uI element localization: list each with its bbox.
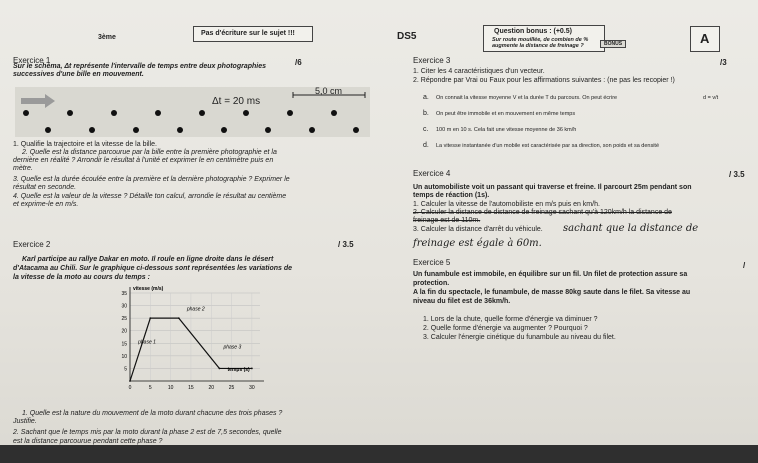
chart-annotation: phase 1 xyxy=(138,339,156,346)
chart-annotation: phase 3 xyxy=(223,344,242,351)
chart-ytick-label: 15 xyxy=(121,341,127,348)
ex3-c-text: 100 m en 10 s. Cela fait une vitesse moyenne de 36 km/h xyxy=(436,127,577,133)
ex3-a: a. xyxy=(423,94,429,101)
chart-point xyxy=(178,317,180,319)
notice-box xyxy=(193,26,313,42)
bille-dot xyxy=(265,127,271,133)
class-label: 3ème xyxy=(98,34,116,41)
ex3-b: b. xyxy=(423,110,429,117)
chart-xtick-label: 10 xyxy=(167,385,174,391)
bille-dot xyxy=(287,110,293,116)
ex5-intro-3: A la fin du spectacle, le funambule, de masse 80kg saute dans le filet. Sa vitesse au xyxy=(413,289,691,296)
ex3-c: c. xyxy=(423,126,429,133)
ex3-a-formula: d = v/t xyxy=(703,95,719,101)
chart-ylabel: vitesse (m/s) xyxy=(133,286,164,292)
ex2-intro-2: d'Atacama au Chili. Sur le graphique ci-dessous sont représentées les variations de xyxy=(13,265,293,272)
bille-dot xyxy=(111,110,117,116)
chart-ytick-label: 25 xyxy=(121,316,127,323)
bille-dot xyxy=(243,110,249,116)
chart-xlabel: temps (s) xyxy=(227,366,250,373)
ex3-a-text: On connait la vitesse moyenne V et la durée T du parcours. On peut écrire xyxy=(436,95,618,101)
chart-ytick-label: 20 xyxy=(121,328,127,335)
bille-dot xyxy=(331,110,337,116)
bonus-line-1: Sur route mouillée, de combien de % xyxy=(492,37,589,43)
ex4-q3: 3. Calculer la distance d'arrêt du véhicule. xyxy=(413,226,543,233)
chart-ytick-label: 35 xyxy=(121,291,127,297)
ex4-intro-1: Un automobiliste voit un passant qui traverse et freine. Il parcourt 25m pendant son xyxy=(413,184,692,191)
ex1-score: /6 xyxy=(295,58,302,67)
subject-letter: A xyxy=(700,31,710,46)
bonus-line-2: augmente la distance de freinage ? xyxy=(492,43,584,49)
chart-point xyxy=(149,317,151,319)
ex5-intro-4: niveau du filet est de 36km/h. xyxy=(413,298,511,305)
chart-xtick-label: 25 xyxy=(228,385,235,391)
ex4-title: Exercice 4 xyxy=(413,169,451,178)
chart-ytick-label: 10 xyxy=(121,353,127,360)
chart-ytick-label: 5 xyxy=(124,366,127,373)
chart-xtick-label: 30 xyxy=(249,385,255,391)
ex2-q1b: Justifie. xyxy=(13,418,37,425)
chart-point xyxy=(218,368,220,370)
ex1-q4b: et exprime-le en m/s. xyxy=(13,201,79,208)
bonus-stamp: BONUS xyxy=(600,40,626,48)
bille-dot xyxy=(89,127,95,133)
ex2-q1: 1. Quelle est la nature du mouvement de la moto durant chacune des trois phases ? xyxy=(22,410,283,417)
ex3-q2: 2. Répondre par Vrai ou Faux pour les affirmations suivantes : (ne pas les recopier !) xyxy=(413,77,675,84)
bille-dot xyxy=(309,127,315,133)
ex2-score: / 3.5 xyxy=(338,240,354,249)
ex4-q1: 1. Calculer la vitesse de l'automobiliste en m/s puis en km/h. xyxy=(413,201,600,208)
notice-text: Pas d'écriture sur le sujet !!! xyxy=(201,30,295,37)
ex3-d: d. xyxy=(423,142,429,149)
ex1-diagram xyxy=(15,87,370,137)
ex1-intro-1: Sur le schéma, Δt représente l'intervalle de temps entre deux photographies xyxy=(13,63,266,70)
ex4-q2a: 2. Calculer la distance de distance de freinage sachant qu'à 120km/h la distance de xyxy=(413,209,672,216)
speed-chart xyxy=(112,283,272,403)
ex1-q2a: 2. Quelle est la distance parcourue par la bille entre la première photographie et la xyxy=(22,149,277,156)
chart-annotations xyxy=(137,307,241,351)
ex1-q2b: dernière en réalité ? Arrondir le résultat à l'unité et exprimer le en centimètre puis en xyxy=(13,157,274,164)
bille-dot xyxy=(67,110,73,116)
ex3-b-text: On peut être immobile et en mouvement en même temps xyxy=(436,111,576,117)
ex1-q2c: mètre. xyxy=(13,165,33,172)
ex3-score: /3 xyxy=(720,58,727,67)
ex1-intro-2: successives d'une bille en mouvement. xyxy=(13,71,144,78)
chart-xtick-label: 0 xyxy=(128,385,132,391)
bille-dot xyxy=(353,127,359,133)
ex2-intro-3: la vitesse de la moto au cours du temps : xyxy=(13,274,150,281)
ex4-q2b: freinage est de 110m. xyxy=(413,217,481,224)
ex3-d-text: La vitesse instantanée d'un mobile est caractérisée par sa direction, son poids et sa densité xyxy=(436,143,660,149)
ex1-q4a: 4. Quelle est la valeur de la vitesse ? Détaille ton calcul, arrondie le résultat au centième xyxy=(13,193,287,200)
ex2-title: Exercice 2 xyxy=(13,240,51,249)
ex1-q1: 1. Qualifie la trajectoire et la vitesse de la bille. xyxy=(13,141,157,148)
ex2-q2: 2. Sachant que le temps mis par la moto durant la phase 2 est de 7,5 secondes, quelle xyxy=(13,429,282,436)
ex4-intro-2: temps de réaction (1s). xyxy=(413,192,490,199)
ex5-score: / xyxy=(743,261,746,270)
ex5-title: Exercice 5 xyxy=(413,258,451,267)
ex3-title: Exercice 3 xyxy=(413,56,451,65)
chart-annotation: phase 2 xyxy=(186,306,205,313)
ex4-handwritten-2: freinage est égale à 60m. xyxy=(413,238,542,249)
bille-dot xyxy=(45,127,51,133)
ex5-q2: 2. Quelle forme d'énergie va augmenter ? Pourquoi ? xyxy=(423,325,588,332)
bille-dot xyxy=(133,127,139,133)
ex1-title: Exercice 1 xyxy=(13,56,51,65)
ex4-handwritten-1: sachant que la distance de xyxy=(563,223,699,234)
bonus-title: Question bonus : (+0.5) xyxy=(494,28,572,35)
ex2-q2b: est la distance parcourue pendant cette phase ? xyxy=(13,438,163,445)
ex2-intro-1: Karl participe au rallye Dakar en moto. Il roule en ligne droite dans le désert xyxy=(22,256,274,263)
chart-xtick-label: 15 xyxy=(188,385,194,391)
bille-dot xyxy=(23,110,29,116)
ds-label: DS5 xyxy=(397,31,417,42)
ex3-q1: 1. Citer les 4 caractéristiques d'un vecteur. xyxy=(413,68,545,75)
chart-point xyxy=(251,368,253,370)
ex5-q3: 3. Calculer l'énergie cinétique du funambule au niveau du filet. xyxy=(423,334,616,341)
ex5-q1: 1. Lors de la chute, quelle forme d'énergie va diminuer ? xyxy=(423,316,598,323)
delta-t-label: Δt = 20 ms xyxy=(212,96,261,107)
ex4-score: / 3.5 xyxy=(729,170,745,179)
background-floor xyxy=(0,445,758,463)
chart-point xyxy=(129,380,131,382)
bonus-box xyxy=(483,25,605,52)
bille-dot xyxy=(177,127,183,133)
bille-dot xyxy=(199,110,205,116)
chart-xtick-label: 20 xyxy=(208,385,215,391)
chart-ytick-label: 30 xyxy=(121,303,127,310)
ex5-intro-1: Un funambule est immobile, en équilibre sur un fil. Un filet de protection assure sa xyxy=(413,271,688,278)
ex1-q3b: résultat en seconde. xyxy=(13,184,77,191)
bille-dot xyxy=(155,110,161,116)
ex5-intro-2: protection. xyxy=(413,280,450,287)
scale-label: 5,0 cm xyxy=(315,86,343,96)
ex1-q3a: 3. Quelle est la durée écoulée entre la première et la dernière photographie ? Exprimer le xyxy=(13,176,290,183)
bille-dot xyxy=(221,127,227,133)
subject-letter-box xyxy=(690,26,720,52)
chart-xtick-label: 5 xyxy=(148,385,152,391)
